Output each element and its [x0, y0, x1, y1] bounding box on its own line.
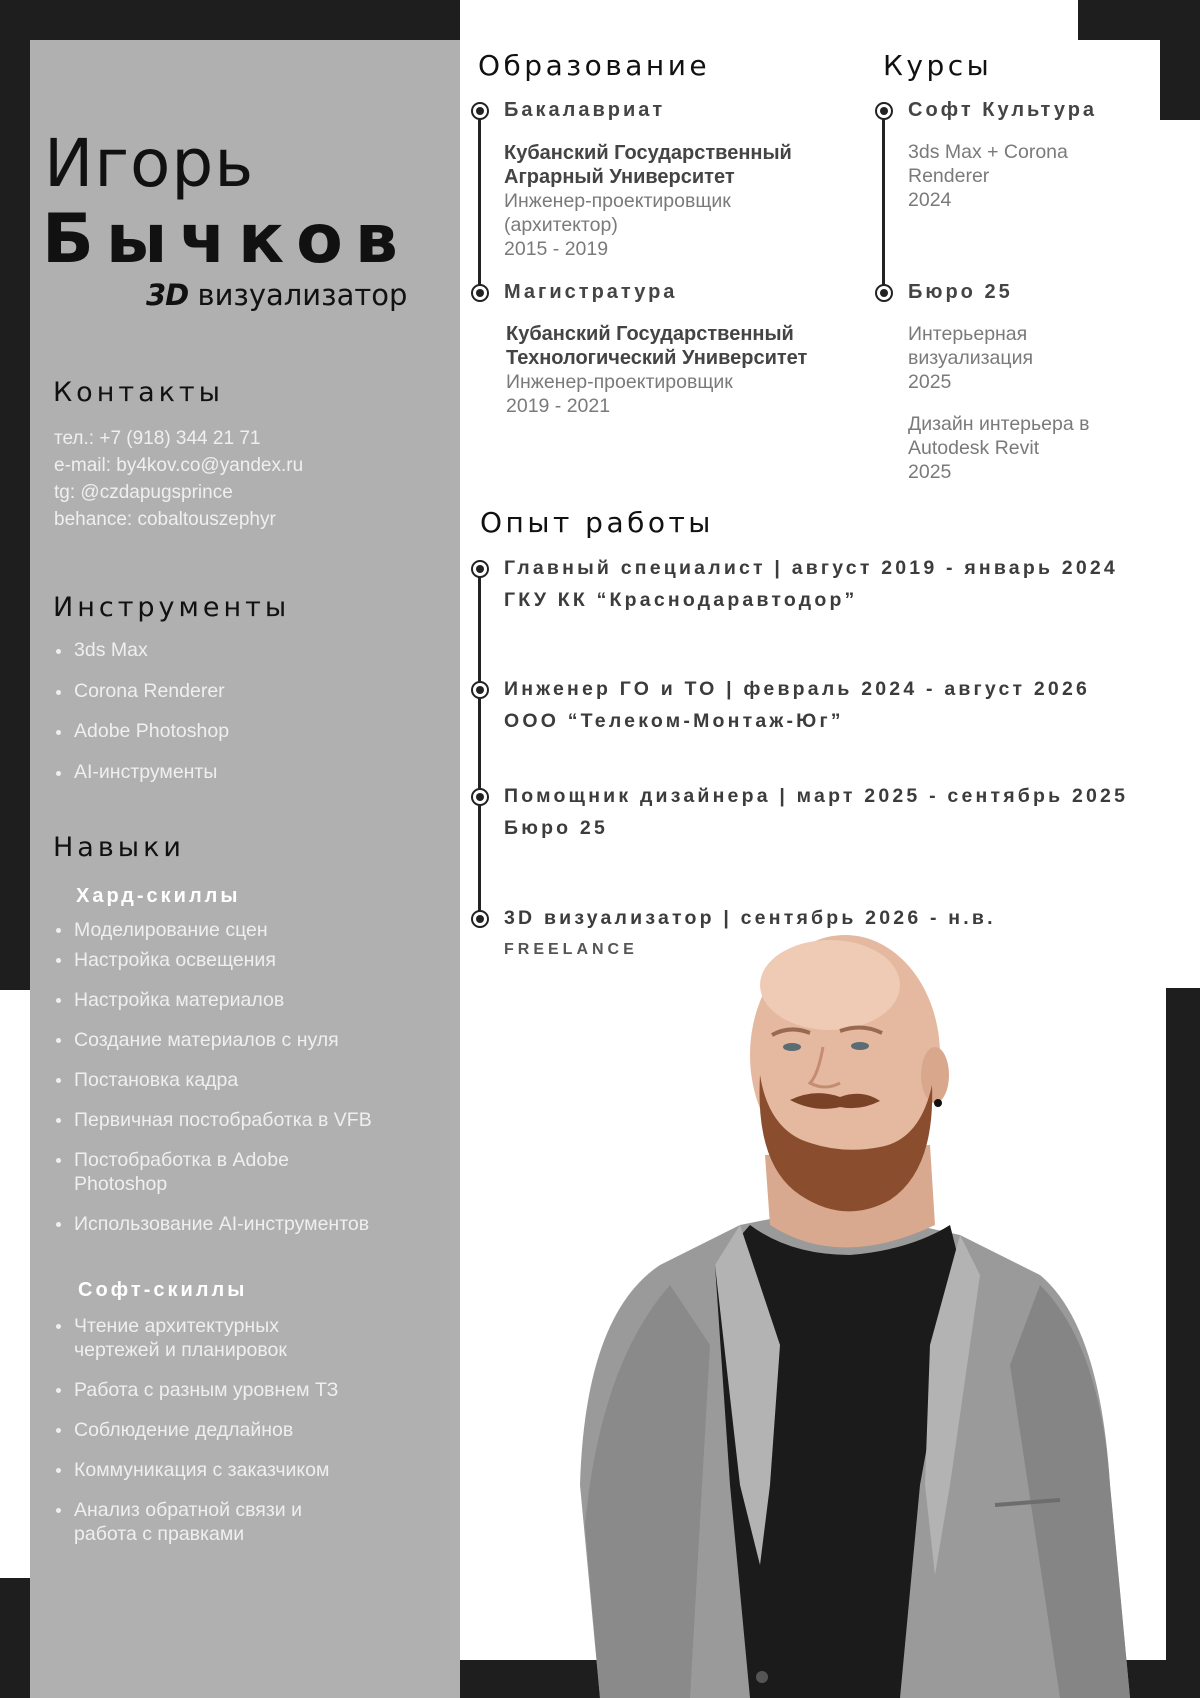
- list-item: Моделирование сцен: [54, 918, 434, 942]
- course-entry: [908, 412, 1090, 484]
- course-line: Дизайн интерьера в: [908, 413, 1090, 435]
- education-details: [504, 189, 731, 261]
- job-title: Главный специалист | август 2019 - январь 2024: [504, 557, 1118, 579]
- list-item: Постобработка в Adobe Photoshop: [54, 1148, 364, 1196]
- university-line: Кубанский Государственный: [504, 142, 792, 164]
- course-line: 2025: [908, 371, 952, 393]
- job-company: FREELANCE: [504, 941, 638, 958]
- education-level: Бакалавриат: [504, 99, 666, 121]
- experience-heading: Опыт работы: [480, 506, 714, 539]
- job-company: ООО “Телеком-Монтаж-Юг”: [504, 710, 844, 732]
- courses-heading: Курсы: [883, 49, 993, 82]
- university-line: Аграрный Университет: [504, 166, 735, 188]
- list-item: Работа с разным уровнем ТЗ: [54, 1378, 414, 1402]
- courses-timeline: [882, 110, 885, 292]
- timeline-node-icon: [875, 284, 893, 302]
- list-item: Использование AI-инструментов: [54, 1212, 434, 1236]
- course-org: Софт Культура: [908, 99, 1098, 121]
- detail-line: Инженер-проектировщик: [506, 371, 733, 393]
- detail-line: 2019 - 2021: [506, 395, 611, 417]
- subtitle-role: визуализатор: [197, 278, 408, 312]
- portrait-photo: [540, 925, 1150, 1698]
- frame-right-top: [1160, 0, 1200, 120]
- course-line: Autodesk Revit: [908, 437, 1040, 459]
- timeline-node-icon: [471, 910, 489, 928]
- list-item: Настройка освещения: [54, 948, 434, 972]
- hard-skills-heading: Хард-скиллы: [76, 885, 241, 907]
- course-entry: [908, 322, 1033, 394]
- detail-line: 2015 - 2019: [504, 238, 609, 260]
- contacts-list: [54, 425, 303, 533]
- eye-right: [851, 1042, 869, 1050]
- contact-telegram[interactable]: tg: @czdapugsprince: [54, 482, 233, 503]
- course-line: 2025: [908, 461, 952, 483]
- education-heading: Образование: [478, 49, 711, 82]
- job-title: Инженер ГО и ТО | февраль 2024 - август 2026: [504, 678, 1091, 700]
- job-company: Бюро 25: [504, 817, 608, 839]
- last-name: Бычков: [42, 200, 410, 279]
- list-item: Первичная постобработка в VFB: [54, 1108, 394, 1132]
- earring: [934, 1099, 942, 1107]
- course-line: визуализация: [908, 347, 1034, 369]
- tools-list: [54, 639, 229, 801]
- detail-line: (архитектор): [504, 214, 618, 236]
- list-item: Постановка кадра: [54, 1068, 434, 1092]
- first-name: Игорь: [44, 125, 255, 202]
- head-highlight: [760, 940, 900, 1030]
- university-line: Кубанский Государственный: [506, 323, 794, 345]
- soft-skills-list: [54, 1314, 414, 1546]
- course-line: 2024: [908, 189, 952, 211]
- contact-email[interactable]: e-mail: by4kov.co@yandex.ru: [54, 455, 304, 476]
- university-line: Технологический Университет: [506, 347, 808, 369]
- course-entry: [908, 140, 1068, 212]
- list-item: Adobe Photoshop: [54, 720, 229, 761]
- list-item: Corona Renderer: [54, 680, 229, 721]
- ear-shape: [921, 1047, 949, 1103]
- education-details: [506, 370, 733, 418]
- job-entry: [504, 780, 1128, 844]
- frame-top-left: [0, 0, 460, 40]
- frame-left-bottom-inner: [40, 1658, 120, 1698]
- skills-heading: Навыки: [53, 832, 185, 863]
- job-title: 3D визуализатор | сентябрь 2026 - н.в.: [504, 907, 996, 929]
- list-item: AI-инструменты: [54, 761, 229, 802]
- tools-heading: Инструменты: [53, 592, 291, 623]
- hard-skills-list: [54, 918, 434, 1236]
- timeline-node-icon: [471, 560, 489, 578]
- list-item: Анализ обратной связи и работа с правками: [54, 1498, 364, 1546]
- job-subtitle: [146, 278, 407, 312]
- course-org: Бюро 25: [908, 281, 1013, 303]
- job-title: Помощник дизайнера | март 2025 - сентябрь 2025: [504, 785, 1129, 807]
- list-item: Соблюдение дедлайнов: [54, 1418, 414, 1442]
- job-entry: [504, 673, 1090, 737]
- eye-left: [783, 1043, 801, 1051]
- education-level: Магистратура: [504, 281, 678, 303]
- course-line: Интерьерная: [908, 323, 1028, 345]
- list-item: Создание материалов с нуля: [54, 1028, 434, 1052]
- contacts-heading: Контакты: [53, 377, 224, 408]
- experience-timeline: [478, 568, 481, 918]
- list-item: 3ds Max: [54, 639, 229, 680]
- list-item: Коммуникация с заказчиком: [54, 1458, 414, 1482]
- university-name: [506, 322, 807, 370]
- education-timeline: [478, 110, 481, 292]
- soft-skills-heading: Софт-скиллы: [78, 1279, 248, 1301]
- timeline-node-icon: [875, 102, 893, 120]
- job-entry: [504, 552, 1118, 616]
- contact-behance[interactable]: behance: cobaltouszephyr: [54, 509, 276, 530]
- job-company: ГКУ КК “Краснодаравтодор”: [504, 589, 858, 611]
- list-item: Чтение архитектурных чертежей и планировок: [54, 1314, 354, 1362]
- list-item: Настройка материалов: [54, 988, 434, 1012]
- timeline-node-icon: [471, 284, 489, 302]
- frame-right-bottom: [1166, 988, 1200, 1698]
- timeline-node-icon: [471, 788, 489, 806]
- timeline-node-icon: [471, 102, 489, 120]
- timeline-node-icon: [471, 681, 489, 699]
- jacket-button: [756, 1671, 768, 1683]
- university-name: [504, 141, 792, 189]
- contact-phone[interactable]: тел.: +7 (918) 344 21 71: [54, 428, 261, 449]
- course-line: Renderer: [908, 165, 990, 187]
- detail-line: Инженер-проектировщик: [504, 190, 731, 212]
- course-line: 3ds Max + Corona: [908, 141, 1068, 163]
- frame-left-top: [0, 0, 30, 990]
- subtitle-tag: 3D: [146, 278, 189, 312]
